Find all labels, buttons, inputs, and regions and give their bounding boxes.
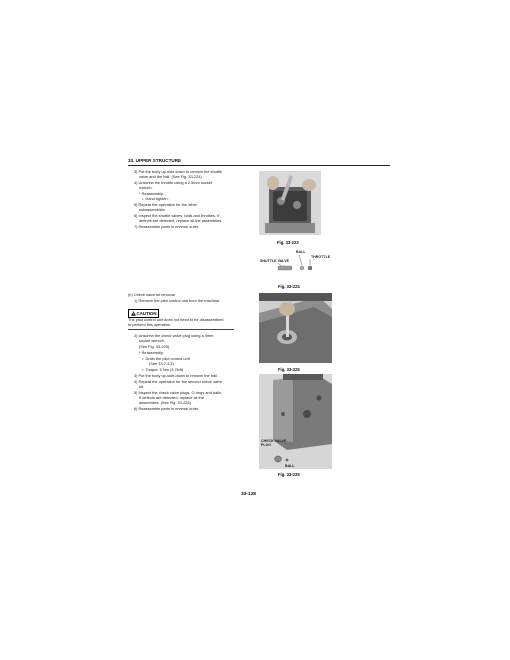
label-ball-224: BALL — [296, 250, 306, 254]
label-shuttle-valve: SHUTTLE VALVE — [260, 259, 290, 263]
drain-ref: (See 33.2.4.3) — [149, 361, 174, 366]
check-valve-parts-photo — [259, 374, 332, 469]
warning-triangle-icon — [131, 311, 136, 316]
caption-fig-224: Fig. 33-224 — [278, 284, 300, 289]
step-4-line1: 4) Unscrew the throttle using a 2.5mm socket — [134, 180, 213, 185]
caption-fig-226: Fig. 33-226 — [278, 472, 300, 477]
parts-drawing-224 — [258, 252, 322, 276]
label-throttle: THROTTLE — [311, 255, 331, 259]
caution-text-1: The pilot control unit does not need to be disassembled — [128, 317, 224, 322]
step-5b-line1: 5) Inspect the check valve plugs, O-rings and balls. — [134, 390, 223, 395]
reassembly-note-2: * Reassembly: — [139, 350, 165, 355]
valve-disassembly-photo — [259, 171, 321, 235]
step-2-line2: socket wrench. — [139, 338, 165, 343]
label-plug: PLUG — [261, 443, 271, 447]
step-5b-line2: If defects are detected, replace all the — [139, 395, 204, 400]
page-number: 33-128 — [241, 492, 256, 497]
step-5-line2: subassemblies. — [139, 207, 166, 212]
step-5-line1: 5) Repeat the operation for the other — [134, 202, 197, 207]
bullet-torque: • Torque: 5 Nm (3.7lbft) — [142, 367, 184, 372]
label-ball-226: BALL — [285, 464, 295, 468]
heading-check-valve-removal: (h) Check valve kit removal — [128, 292, 175, 297]
photo-fig-225 — [259, 293, 332, 363]
caution-text-2: to perform this operation. — [128, 322, 172, 327]
bullet-drain: • Drain the pilot control unit — [142, 356, 190, 361]
photo-fig-226 — [259, 374, 332, 469]
step-3-line2: valve and the ball. (See Fig. 33-224) — [139, 174, 202, 179]
step-2-line3: (See Fig. 33-225) — [139, 344, 170, 349]
step-6-line1: 6) Inspect the shuttle valves, balls and throttles. If — [134, 213, 220, 218]
caption-fig-223: Fig. 33-223 — [277, 240, 299, 245]
step-6-line2: defects are detected, replace all the assemblies. — [139, 218, 223, 223]
step-1-remove: 1) Remove the pilot control unit from the machine. — [134, 298, 221, 303]
step-4-line2: wrench. — [139, 185, 153, 190]
caution-rule — [128, 329, 234, 330]
step-4b-line2: kit. — [139, 384, 144, 389]
bullet-hand-tighten: • Hand tighten. — [142, 196, 169, 201]
label-check-valve: CHECK VALVE — [261, 439, 287, 443]
step-3b: 3) Put the body up-side-down to remove the ball. — [134, 373, 218, 378]
step-6b: 6) Reassemble parts in reverse order. — [134, 406, 200, 411]
caption-fig-225: Fig. 33-225 — [278, 367, 300, 372]
step-4b-line1: 4) Repeat the operation for the second check valve — [134, 379, 223, 384]
step-3-line1: 3) Put the body up-side down to remove the shuttle — [134, 169, 223, 174]
reassembly-note: * Reassembly: — [139, 191, 165, 196]
step-7: 7) Reassemble parts in reverse order. — [134, 224, 200, 229]
step-2-line1: 2) Unscrew the check valve plug using a 4mm — [134, 333, 214, 338]
header-rule — [128, 165, 390, 166]
check-valve-plug-photo — [259, 293, 332, 363]
step-5b-line3: assemblies. (See Fig. 33-226) — [139, 400, 191, 405]
caution-label: CAUTION — [136, 310, 157, 316]
photo-fig-223 — [259, 171, 321, 235]
section-header: 33. UPPER STRUCTURE — [128, 158, 182, 163]
